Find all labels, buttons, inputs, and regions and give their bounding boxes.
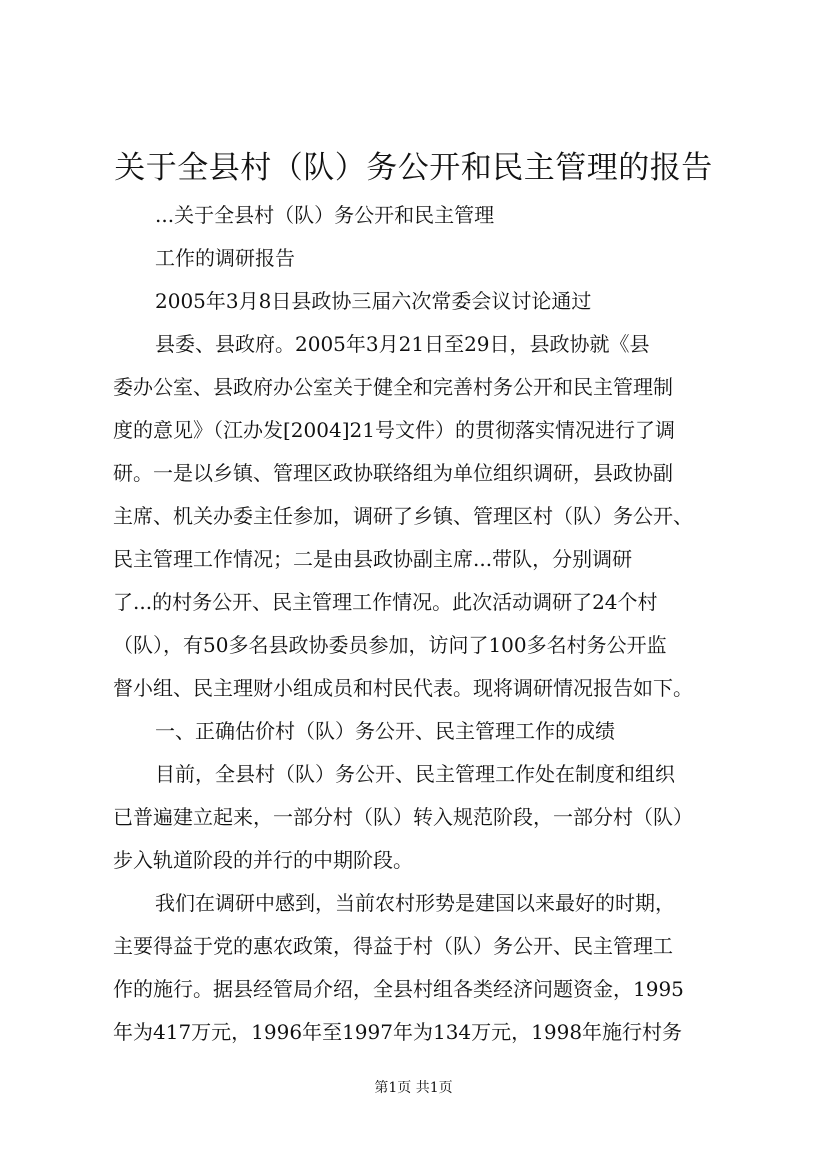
paragraph-line: 研。一是以乡镇、管理区政协联络组为单位组织调研，县政协副	[113, 461, 673, 485]
heading-line-2: 工作的调研报告	[155, 246, 295, 270]
paragraph-line: 年为417万元，1996年至1997年为134万元，1998年施行村务	[113, 1020, 683, 1044]
paragraph-line: 作的施行。据县经管局介绍，全县村组各类经济问题资金，1995	[113, 977, 684, 1001]
paragraph-line: 我们在调研中感到，当前农村形势是建国以来最好的时期，	[155, 891, 675, 915]
paragraph-line: 主要得益于党的惠农政策，得益于村（队）务公开、民主管理工	[113, 934, 673, 958]
paragraph-line: 步入轨道阶段的并行的中期阶段。	[113, 848, 413, 872]
document-title: 关于全县村（队）务公开和民主管理的报告	[114, 150, 713, 186]
paragraph-line: 委办公室、县政府办公室关于健全和完善村务公开和民主管理制	[113, 375, 673, 399]
approval-line: 2005年3月8日县政协三届六次常委会议讨论通过	[155, 289, 592, 313]
paragraph-line: 了...的村务公开、民主管理工作情况。此次活动调研了24个村	[113, 590, 658, 614]
paragraph-line: 度的意见》（江办发[2004]21号文件）的贯彻落实情况进行了调	[113, 418, 675, 442]
paragraph-line: （队），有50多名县政协委员参加，访问了100多名村务公开监	[113, 633, 667, 657]
paragraph-line: 主席、机关办委主任参加，调研了乡镇、管理区村（队）务公开、	[113, 504, 693, 528]
paragraph-line: 督小组、民主理财小组成员和村民代表。现将调研情况报告如下。	[113, 676, 693, 700]
section-heading: 一、正确估价村（队）务公开、民主管理工作的成绩	[155, 719, 615, 743]
page-number: 第1页 共1页	[374, 1080, 453, 1096]
paragraph-line: 县委、县政府。2005年3月21日至29日，县政协就《县	[155, 332, 650, 356]
paragraph-line: 目前，全县村（队）务公开、民主管理工作处在制度和组织	[155, 762, 675, 786]
paragraph-line: 已普遍建立起来，一部分村（队）转入规范阶段，一部分村（队）	[113, 805, 693, 829]
heading-line-1: ...关于全县村（队）务公开和民主管理	[155, 203, 495, 227]
paragraph-line: 民主管理工作情况；二是由县政协副主席...带队，分别调研	[113, 547, 633, 571]
